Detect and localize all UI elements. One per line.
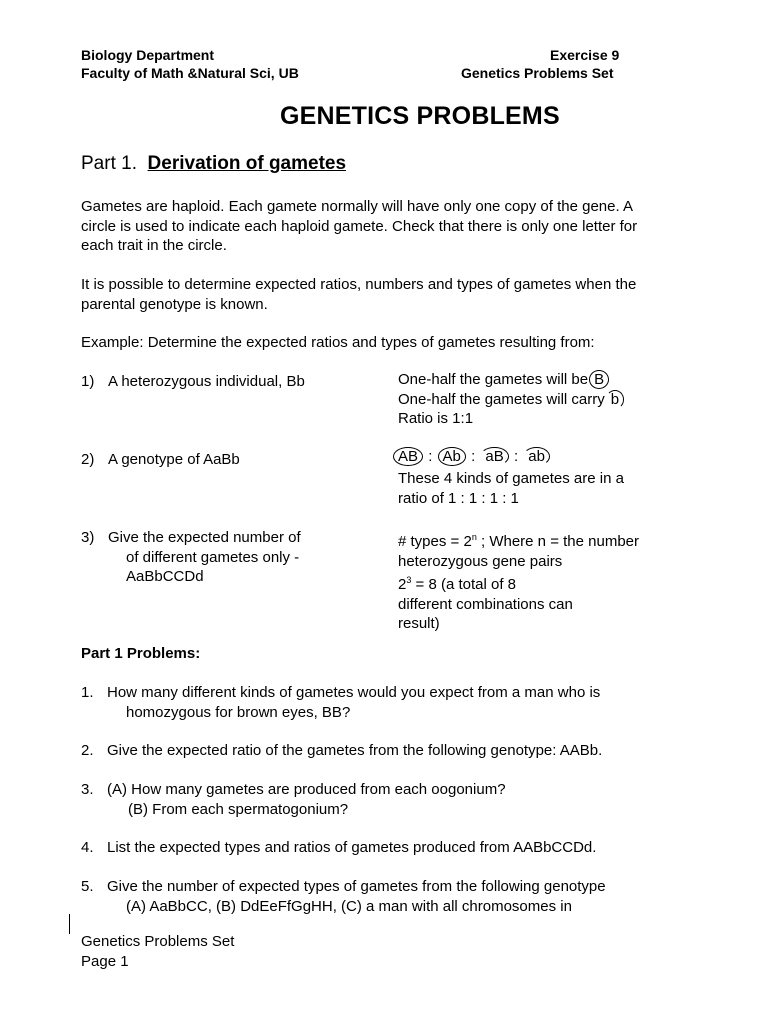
footer bbox=[81, 932, 234, 971]
gamete-circle-ab: ab bbox=[523, 447, 550, 466]
example-1-answer bbox=[398, 370, 625, 429]
problem-5-line-1: Give the number of expected types of gametes from the following genotype bbox=[107, 878, 606, 895]
gamete-separator: : bbox=[471, 448, 476, 465]
text-cursor bbox=[69, 914, 70, 934]
formula-where: ; Where n = the number bbox=[476, 533, 639, 550]
example-3-answer bbox=[398, 528, 639, 634]
example-1-answer-line-2: One-half the gametes will carry bbox=[398, 390, 605, 408]
ratio-line-1: It is possible to determine expected ratios, numbers and types of gametes when the bbox=[81, 276, 637, 293]
gamete-circle-aB: aB bbox=[480, 447, 508, 466]
example-2-question: A genotype of AaBb bbox=[108, 451, 240, 468]
formula-base: # types = 2 bbox=[398, 533, 472, 550]
part1-title: Derivation of gametes bbox=[147, 153, 347, 174]
example-intro: Example: Determine the expected ratios and types of gametes resulting from: bbox=[81, 334, 595, 351]
example-2-line-2: These 4 kinds of gametes are in a bbox=[398, 470, 624, 487]
problems-heading: Part 1 Problems: bbox=[81, 645, 201, 662]
example-1-question: A heterozygous individual, Bb bbox=[108, 373, 305, 390]
ratio-paragraph bbox=[81, 275, 636, 314]
example-3-line-2: heterozygous gene pairs bbox=[398, 552, 563, 570]
problem-1-number: 1. bbox=[81, 684, 94, 701]
problem-3-text bbox=[107, 780, 506, 819]
example-2-answer bbox=[392, 447, 551, 467]
example-2-explanation bbox=[398, 469, 624, 508]
example-3-question bbox=[108, 528, 301, 587]
gamete-circle-AB: AB bbox=[393, 447, 423, 466]
problem-3-line-1: (A) How many gametes are produced from each oogonium? bbox=[107, 781, 506, 798]
example-3-line-5: result) bbox=[398, 615, 440, 632]
part1-prefix: Part 1. bbox=[81, 153, 137, 174]
problem-3-number: 3. bbox=[81, 781, 94, 798]
problem-2-text: Give the expected ratio of the gametes from the following genotype: AABb. bbox=[107, 742, 603, 759]
example-1-answer-line-1: One-half the gametes will be bbox=[398, 371, 589, 388]
problem-2-number: 2. bbox=[81, 742, 94, 759]
intro-line-1: Gametes are haploid. Each gamete normally will have only one copy of the gene. A bbox=[81, 198, 633, 215]
example-2-number: 2) bbox=[81, 451, 95, 468]
calc-exponent: 3 bbox=[406, 575, 412, 585]
problem-5-number: 5. bbox=[81, 878, 94, 895]
calc-result: = 8 (a total of 8 bbox=[411, 576, 517, 593]
gamete-separator: : bbox=[513, 448, 519, 465]
intro-line-3: each trait in the circle. bbox=[81, 237, 227, 254]
example-1-number: 1) bbox=[81, 373, 95, 390]
gamete-circle-Ab: Ab bbox=[438, 447, 466, 466]
ratio-line-2: parental genotype is known. bbox=[81, 295, 268, 313]
example-3-question-line-2: of different gametes only - bbox=[126, 548, 300, 566]
page-title: GENETICS PROBLEMS bbox=[280, 102, 560, 130]
header-department: Biology Department bbox=[81, 47, 215, 63]
intro-paragraph bbox=[81, 197, 637, 256]
example-3-line-4: different combinations can bbox=[398, 595, 573, 613]
problem-1-text bbox=[107, 683, 600, 722]
problem-5-text bbox=[107, 877, 606, 916]
gamete-circle-b: b bbox=[606, 390, 624, 409]
footer-set-name: Genetics Problems Set bbox=[81, 933, 235, 950]
example-1-ratio: Ratio is 1:1 bbox=[398, 410, 474, 427]
formula-exponent: n bbox=[471, 532, 477, 542]
problem-1-line-2: homozygous for brown eyes, BB? bbox=[126, 703, 351, 721]
problem-4-number: 4. bbox=[81, 839, 94, 856]
footer-page-number: Page 1 bbox=[81, 952, 129, 970]
problem-5-line-2: (A) AaBbCC, (B) DdEeFfGgHH, (C) a man with all chromosomes in bbox=[126, 897, 572, 915]
example-3-number: 3) bbox=[81, 529, 95, 546]
intro-line-2: circle is used to indicate each haploid gamete. Check that there is only one letter for bbox=[81, 217, 638, 235]
example-3-question-line-1: Give the expected number of bbox=[108, 529, 301, 546]
example-2-ratio: ratio of 1 : 1 : 1 : 1 bbox=[398, 489, 519, 507]
problem-3-line-2: (B) From each spermatogonium? bbox=[128, 800, 349, 818]
example-3-genotype: AaBbCCDd bbox=[126, 568, 204, 585]
calc-base: 2 bbox=[398, 576, 407, 593]
header-set-name: Genetics Problems Set bbox=[461, 65, 614, 81]
gamete-separator: : bbox=[428, 448, 433, 465]
problem-1-line-1: How many different kinds of gametes would you expect from a man who is bbox=[107, 684, 601, 701]
header-exercise: Exercise 9 bbox=[550, 47, 620, 63]
header-faculty: Faculty of Math &Natural Sci, UB bbox=[81, 65, 299, 81]
problem-4-text: List the expected types and ratios of gametes produced from AABbCCDd. bbox=[107, 839, 597, 856]
gamete-circle-B: B bbox=[589, 370, 609, 389]
part1-heading bbox=[81, 153, 346, 175]
